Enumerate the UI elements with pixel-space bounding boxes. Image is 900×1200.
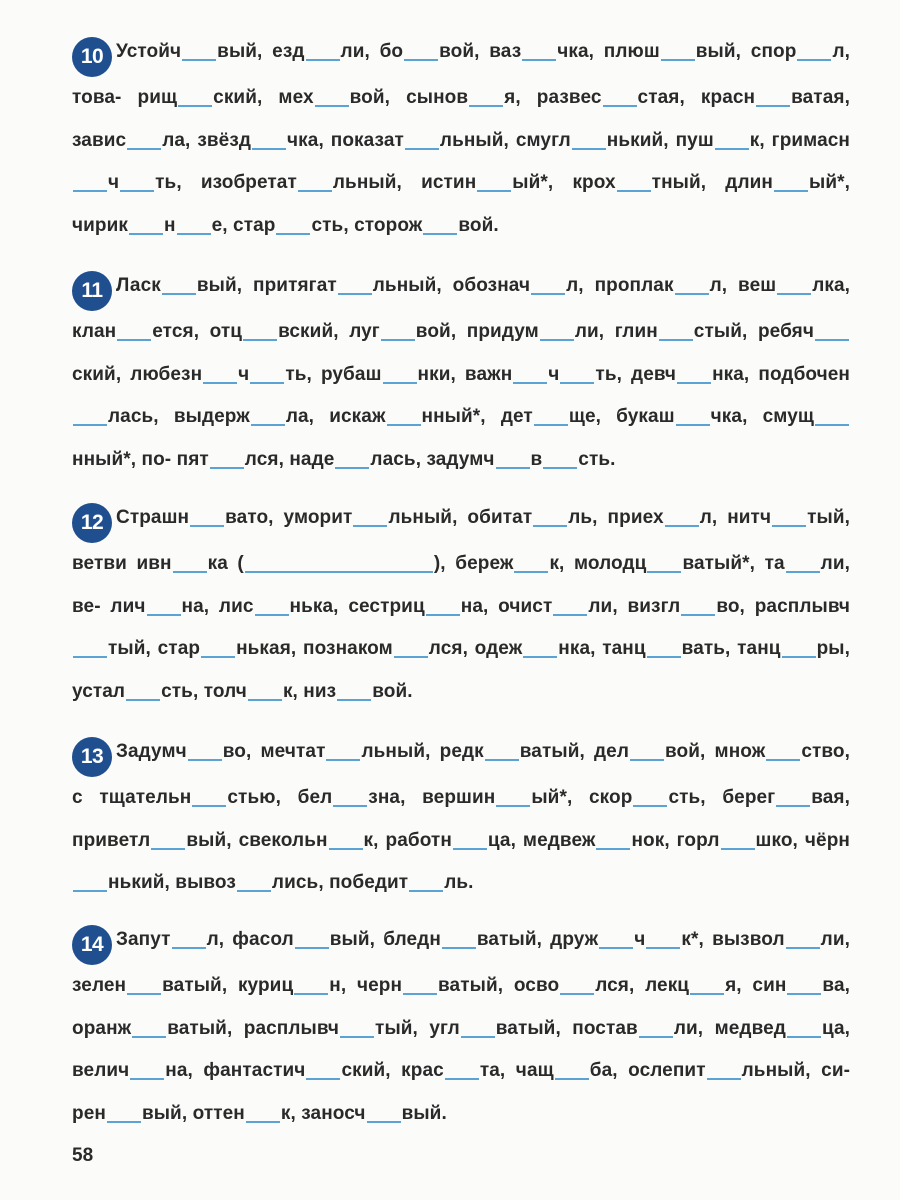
word-fragment: на, лис	[181, 595, 254, 617]
blank-gap[interactable]	[248, 699, 282, 701]
blank-gap[interactable]	[190, 525, 224, 527]
blank-gap[interactable]	[201, 656, 235, 658]
blank-gap[interactable]	[599, 947, 633, 949]
word-fragment: я, развес	[504, 87, 602, 108]
word-fragment: к, заносч	[280, 1102, 366, 1124]
word-fragment: вая,	[811, 787, 850, 808]
word-fragment: ый*, крох	[512, 172, 616, 193]
blank-gap[interactable]	[246, 1121, 280, 1123]
word-fragment: тый,	[807, 507, 850, 528]
blank-gap[interactable]	[188, 759, 222, 761]
exercise-number-badge: 14	[72, 925, 112, 965]
word-fragment: оранж	[72, 1017, 132, 1039]
word-fragment: нка, танц	[558, 638, 646, 659]
word-fragment: ть, девч	[595, 363, 677, 385]
word-fragment: вой, придум	[415, 321, 539, 342]
blank-gap[interactable]	[245, 571, 433, 573]
blank-gap[interactable]	[251, 424, 285, 426]
blank-gap[interactable]	[560, 993, 594, 995]
blank-gap[interactable]	[409, 890, 443, 892]
word-fragment: л, това-	[72, 41, 850, 108]
word-fragment: ть,	[155, 172, 182, 193]
word-fragment: тный, длин	[651, 172, 773, 193]
blank-gap[interactable]	[782, 656, 816, 658]
blank-gap[interactable]	[340, 1036, 374, 1038]
word-fragment: ч	[238, 363, 250, 385]
word-fragment: льный, обознач	[372, 275, 531, 296]
blank-gap[interactable]	[756, 105, 790, 107]
word-fragment: льный, редк	[361, 741, 484, 762]
exercise-14	[72, 919, 850, 1135]
word-fragment: л, фасол	[206, 929, 294, 950]
blank-gap[interactable]	[681, 614, 715, 616]
word-fragment: чёрн	[804, 829, 850, 851]
word-fragment: лись, победит	[271, 872, 409, 893]
word-fragment: вато, уморит	[225, 507, 353, 528]
word-fragment: льный, обитат	[388, 507, 533, 528]
word-fragment: клан	[72, 321, 117, 342]
blank-gap[interactable]	[677, 382, 711, 384]
word-fragment: Ласк	[116, 275, 161, 296]
blank-gap[interactable]	[776, 805, 810, 807]
word-fragment: рищ	[137, 87, 178, 108]
blank-gap[interactable]	[715, 148, 749, 150]
word-fragment: стью, бел	[227, 787, 333, 808]
blank-gap[interactable]	[772, 525, 806, 527]
blank-gap[interactable]	[367, 1121, 401, 1123]
word-fragment: ватый, расплывч	[167, 1017, 340, 1039]
blank-gap[interactable]	[786, 571, 820, 573]
word-fragment: н	[164, 214, 176, 236]
word-fragment: нок, горл	[631, 829, 720, 851]
word-fragment: ский, мех	[213, 87, 314, 108]
word-fragment: к, гримасн	[749, 129, 850, 151]
word-fragment: приветл	[72, 829, 151, 851]
word-fragment: ватый, осво	[438, 975, 560, 996]
word-fragment: на, фантастич	[165, 1060, 306, 1081]
blank-gap[interactable]	[178, 105, 212, 107]
word-fragment: в	[530, 448, 543, 470]
blank-gap[interactable]	[774, 190, 808, 192]
word-fragment: Запут	[116, 929, 171, 950]
blank-gap[interactable]	[126, 699, 160, 701]
blank-gap[interactable]	[333, 805, 367, 807]
blank-gap[interactable]	[442, 947, 476, 949]
blank-gap[interactable]	[815, 424, 849, 426]
blank-gap[interactable]	[147, 614, 181, 616]
blank-gap[interactable]	[453, 848, 487, 850]
word-fragment: во, мечтат	[222, 741, 326, 762]
blank-gap[interactable]	[73, 656, 107, 658]
word-fragment: ла, искаж	[285, 406, 386, 427]
word-fragment: сть, берег	[668, 787, 776, 808]
word-fragment: нка, подбочен	[712, 363, 851, 385]
blank-gap[interactable]	[73, 890, 107, 892]
word-fragment: пят	[176, 448, 209, 470]
word-fragment: любезн	[130, 363, 203, 385]
word-fragment: ла,	[162, 129, 191, 151]
word-fragment: вать, танц	[681, 638, 781, 659]
blank-gap[interactable]	[630, 759, 664, 761]
blank-gap[interactable]	[815, 339, 849, 341]
blank-gap[interactable]	[797, 59, 831, 61]
word-fragment: ли, визгл	[588, 595, 681, 617]
word-fragment: ли, глин	[574, 321, 658, 342]
blank-gap[interactable]	[162, 293, 196, 295]
word-fragment: чка, смущ	[710, 406, 814, 427]
blank-gap[interactable]	[132, 1036, 166, 1038]
blank-gap[interactable]	[73, 190, 107, 192]
blank-gap[interactable]	[787, 1036, 821, 1038]
word-fragment: тый,	[108, 638, 151, 659]
word-fragment: с тщательн	[72, 787, 192, 808]
word-fragment: чка, показат	[287, 129, 404, 151]
word-fragment: стый, ребяч	[693, 321, 814, 342]
exercise-12	[72, 497, 850, 713]
word-fragment: вый, спор	[695, 41, 797, 62]
word-fragment: лась,	[108, 406, 159, 427]
word-fragment: ый*, скор	[531, 787, 633, 808]
blank-gap[interactable]	[294, 993, 328, 995]
word-fragment: ры,	[816, 638, 851, 659]
word-fragment: л, нитч	[699, 507, 772, 528]
word-fragment: вый, езд	[217, 41, 305, 62]
exercise-number-badge: 10	[72, 37, 112, 77]
word-fragment: устал	[72, 680, 126, 702]
blank-gap[interactable]	[335, 467, 369, 469]
word-fragment: лка,	[812, 275, 851, 296]
word-fragment: ), береж	[433, 553, 514, 574]
word-fragment: ватый, куриц	[162, 975, 294, 996]
word-fragment: звёзд	[197, 129, 252, 151]
word-fragment: льный, истин	[332, 172, 477, 193]
blank-gap[interactable]	[665, 525, 699, 527]
blank-gap[interactable]	[603, 105, 637, 107]
blank-gap[interactable]	[572, 148, 606, 150]
blank-gap[interactable]	[543, 467, 577, 469]
blank-gap[interactable]	[522, 59, 556, 61]
word-fragment: зелен	[72, 975, 127, 996]
blank-gap[interactable]	[766, 759, 800, 761]
blank-gap[interactable]	[786, 947, 820, 949]
blank-gap[interactable]	[676, 424, 710, 426]
blank-gap[interactable]	[690, 993, 724, 995]
word-fragment: нький, вывоз	[108, 872, 236, 893]
blank-gap[interactable]	[555, 1078, 589, 1080]
exercise-number-badge: 11	[72, 271, 112, 311]
blank-gap[interactable]	[326, 759, 360, 761]
blank-gap[interactable]	[523, 656, 557, 658]
blank-gap[interactable]	[721, 848, 755, 850]
exercise-number-badge: 12	[72, 503, 112, 543]
blank-gap[interactable]	[192, 805, 226, 807]
blank-gap[interactable]	[276, 233, 310, 235]
word-fragment: нки, важн	[417, 363, 513, 385]
word-fragment: к, молодц	[549, 553, 647, 574]
word-fragment: ский,	[72, 363, 122, 385]
word-fragment: е,	[211, 214, 228, 236]
blank-gap[interactable]	[403, 993, 437, 995]
blank-gap[interactable]	[617, 190, 651, 192]
word-fragment: изобретат	[200, 172, 297, 193]
blank-gap[interactable]	[295, 947, 329, 949]
word-fragment: н, черн	[329, 975, 403, 996]
word-fragment: сть.	[578, 448, 616, 470]
blank-gap[interactable]	[329, 848, 363, 850]
blank-gap[interactable]	[404, 59, 438, 61]
blank-gap[interactable]	[182, 59, 216, 61]
word-fragment: ва,	[822, 975, 850, 996]
blank-gap[interactable]	[129, 233, 163, 235]
word-fragment: л, веш	[709, 275, 777, 296]
blank-gap[interactable]	[353, 525, 387, 527]
blank-gap[interactable]	[496, 467, 530, 469]
blank-gap[interactable]	[646, 947, 680, 949]
word-fragment: вый, бледн	[329, 929, 441, 950]
word-fragment: вский, луг	[278, 321, 380, 342]
word-fragment: ватый*, та	[682, 553, 785, 574]
blank-gap[interactable]	[777, 293, 811, 295]
blank-gap[interactable]	[426, 614, 460, 616]
word-fragment: ца,	[821, 1017, 850, 1039]
blank-gap[interactable]	[533, 525, 567, 527]
word-fragment: лся, наде	[244, 448, 335, 470]
word-fragment: ца, медвеж	[487, 829, 596, 851]
blank-gap[interactable]	[787, 993, 821, 995]
word-fragment: вой, множ	[665, 741, 766, 762]
word-fragment: ть, рубаш	[285, 363, 382, 385]
word-fragment: к, работн	[363, 829, 452, 851]
word-fragment: стая, красн	[637, 87, 756, 108]
blank-gap[interactable]	[560, 382, 594, 384]
word-fragment: льный, смугл	[439, 129, 571, 151]
word-fragment: лся, лекц	[595, 975, 690, 996]
blank-gap[interactable]	[177, 233, 211, 235]
exercise-13	[72, 731, 850, 905]
blank-gap[interactable]	[203, 382, 237, 384]
word-fragment: нький, пуш	[606, 129, 714, 151]
word-fragment: нный*, дет	[421, 406, 533, 427]
word-fragment: велич	[72, 1060, 130, 1081]
blank-gap[interactable]	[298, 190, 332, 192]
blank-gap[interactable]	[127, 148, 161, 150]
blank-gap[interactable]	[210, 467, 244, 469]
word-fragment: шко,	[755, 829, 798, 851]
word-fragment: сть, сторож	[311, 214, 423, 236]
word-fragment: ли, медвед	[673, 1017, 786, 1039]
blank-gap[interactable]	[707, 1078, 741, 1080]
word-fragment: рен	[72, 1102, 106, 1124]
word-fragment: я, син	[725, 975, 787, 996]
word-fragment: ватая, завис	[72, 87, 850, 151]
blank-gap[interactable]	[540, 339, 574, 341]
blank-gap[interactable]	[337, 699, 371, 701]
blank-gap[interactable]	[394, 656, 428, 658]
word-fragment: вой.	[372, 680, 413, 702]
word-fragment: ство,	[801, 741, 850, 762]
word-fragment: ба, ослепит	[589, 1060, 706, 1081]
word-fragment: вый, свекольн	[186, 829, 328, 851]
blank-gap[interactable]	[387, 424, 421, 426]
word-fragment: ль, приех	[568, 507, 664, 528]
word-fragment: ется, отц	[152, 321, 243, 342]
word-fragment: вый, оттен	[141, 1102, 245, 1124]
blank-gap[interactable]	[534, 424, 568, 426]
blank-gap[interactable]	[127, 993, 161, 995]
word-fragment: вый, притягат	[196, 275, 337, 296]
exercise-number-badge: 13	[72, 737, 112, 777]
word-fragment: к, низ	[282, 680, 337, 702]
word-fragment: льный, си-	[741, 1060, 851, 1081]
word-fragment: ль.	[444, 872, 474, 893]
word-fragment: выдерж	[173, 406, 250, 427]
blank-gap[interactable]	[553, 614, 587, 616]
word-fragment: ский, крас	[341, 1060, 444, 1081]
word-fragment: тый, угл	[375, 1017, 460, 1039]
word-fragment: та, чащ	[479, 1060, 554, 1081]
blank-gap[interactable]	[130, 1078, 164, 1080]
word-fragment: л, проплак	[566, 275, 674, 296]
exercise-11	[72, 265, 850, 481]
blank-gap[interactable]	[306, 1078, 340, 1080]
blank-gap[interactable]	[73, 424, 107, 426]
word-fragment: вой, ваз	[439, 41, 522, 62]
blank-gap[interactable]	[383, 382, 417, 384]
word-fragment: сть, толч	[161, 680, 247, 702]
word-fragment: на, очист	[460, 595, 553, 617]
blank-gap[interactable]	[381, 339, 415, 341]
word-fragment: ч	[634, 929, 646, 950]
blank-gap[interactable]	[117, 339, 151, 341]
word-fragment: чка, плюш	[557, 41, 660, 62]
word-fragment: лась, задумч	[370, 448, 495, 470]
blank-gap[interactable]	[306, 59, 340, 61]
exercise-10	[72, 31, 850, 247]
blank-gap[interactable]	[315, 105, 349, 107]
word-fragment: вой.	[458, 214, 499, 236]
blank-gap[interactable]	[596, 848, 630, 850]
word-fragment: лся, одеж	[428, 638, 523, 659]
word-fragment: Задумч	[116, 741, 187, 762]
word-fragment: ка (	[207, 553, 244, 574]
blank-gap[interactable]	[477, 190, 511, 192]
blank-gap[interactable]	[243, 339, 277, 341]
blank-gap[interactable]	[338, 293, 372, 295]
word-fragment: стар	[233, 214, 276, 236]
word-fragment: Страшн	[116, 507, 190, 528]
word-fragment: ще, букаш	[568, 406, 675, 427]
word-fragment: во, расплывч	[716, 595, 851, 617]
blank-gap[interactable]	[514, 571, 548, 573]
blank-gap[interactable]	[252, 148, 286, 150]
blank-gap[interactable]	[633, 805, 667, 807]
blank-gap[interactable]	[173, 571, 207, 573]
word-fragment: ли,	[820, 929, 850, 950]
word-fragment: ватый, постав	[495, 1017, 638, 1039]
blank-gap[interactable]	[120, 190, 154, 192]
word-fragment: Устойч	[116, 41, 182, 62]
blank-gap[interactable]	[405, 148, 439, 150]
blank-gap[interactable]	[485, 759, 519, 761]
page-number: 58	[72, 1145, 94, 1166]
word-fragment: лич	[110, 595, 146, 617]
blank-gap[interactable]	[423, 233, 457, 235]
word-fragment: ли, ве-	[72, 553, 850, 617]
blank-gap[interactable]	[513, 382, 547, 384]
word-fragment: ч	[108, 172, 120, 193]
blank-gap[interactable]	[661, 59, 695, 61]
blank-gap[interactable]	[107, 1121, 141, 1123]
word-fragment: к*, вызвол	[681, 929, 785, 950]
word-fragment: ватый, дел	[519, 741, 630, 762]
word-fragment: ли, бо	[340, 41, 404, 62]
blank-gap[interactable]	[496, 805, 530, 807]
word-fragment: ветви ивн	[72, 553, 172, 574]
blank-gap[interactable]	[445, 1078, 479, 1080]
word-fragment: зна, вершин	[368, 787, 496, 808]
word-fragment: нька, сестриц	[289, 595, 425, 617]
blank-gap[interactable]	[659, 339, 693, 341]
blank-gap[interactable]	[172, 947, 206, 949]
blank-gap[interactable]	[531, 293, 565, 295]
blank-gap[interactable]	[151, 848, 185, 850]
blank-gap[interactable]	[250, 382, 284, 384]
blank-gap[interactable]	[675, 293, 709, 295]
word-fragment: нный*, по-	[72, 448, 172, 470]
word-fragment: ч	[548, 363, 560, 385]
blank-gap[interactable]	[647, 571, 681, 573]
blank-gap[interactable]	[255, 614, 289, 616]
blank-gap[interactable]	[469, 105, 503, 107]
word-fragment: вой, сынов	[349, 87, 469, 108]
blank-gap[interactable]	[639, 1036, 673, 1038]
word-fragment: стар	[157, 638, 201, 659]
word-fragment: нькая, познаком	[236, 638, 393, 659]
blank-gap[interactable]	[647, 656, 681, 658]
blank-gap[interactable]	[461, 1036, 495, 1038]
word-fragment: ый*, чирик	[72, 172, 850, 236]
blank-gap[interactable]	[237, 890, 271, 892]
word-fragment: ватый, друж	[476, 929, 599, 950]
word-fragment: вый.	[401, 1102, 447, 1124]
